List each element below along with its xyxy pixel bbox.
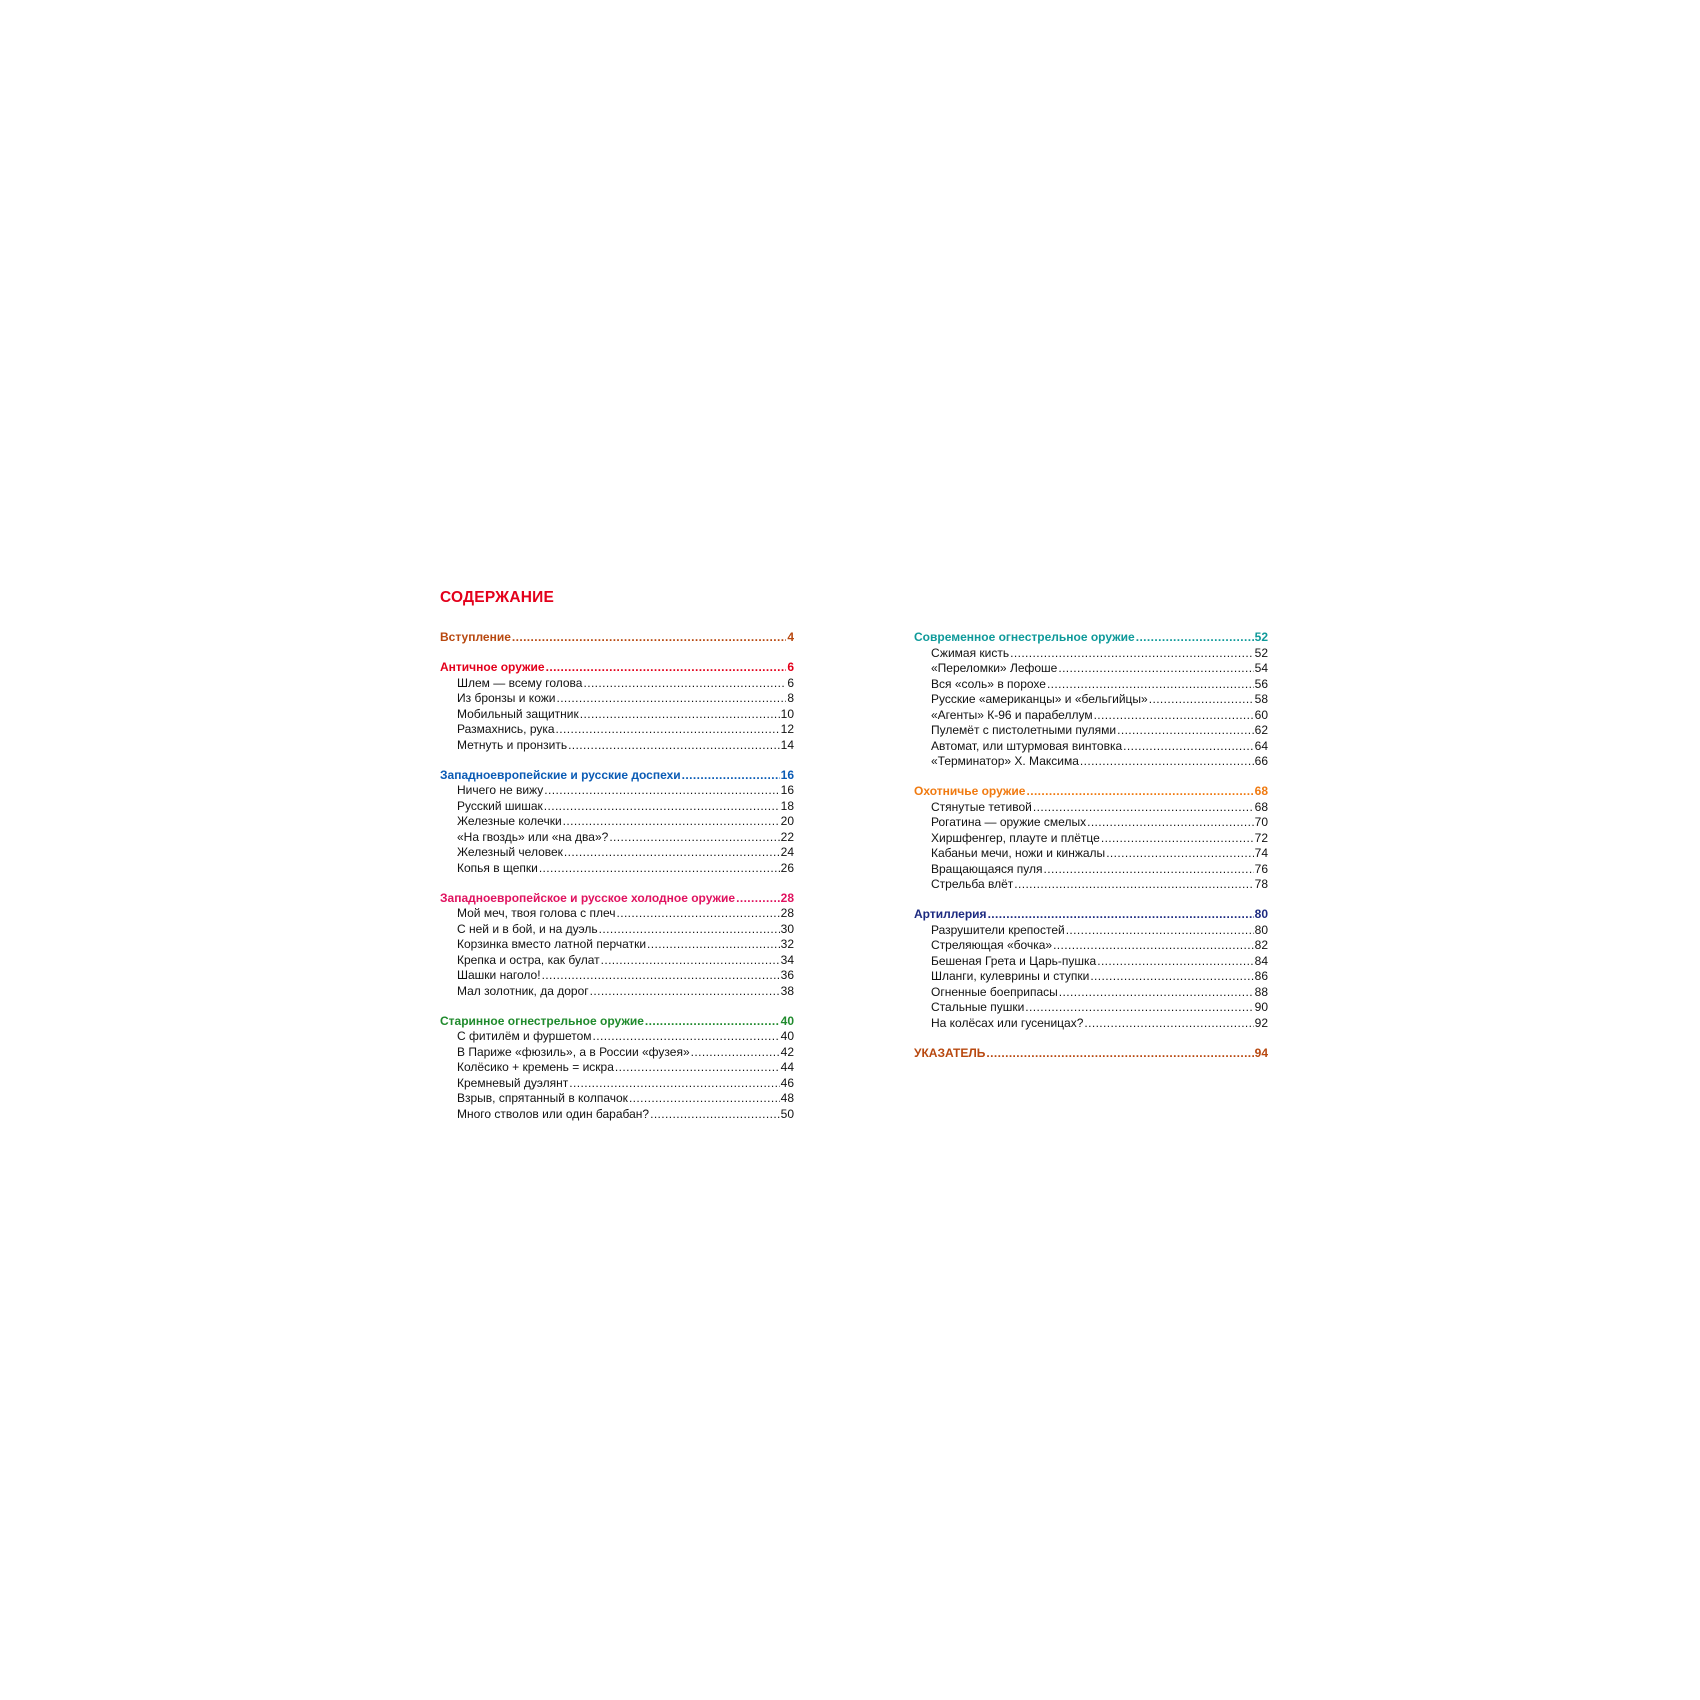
dot-leader	[645, 1014, 780, 1030]
toc-entry-text: Автомат, или штурмовая винтовка	[931, 738, 1123, 753]
dot-leader	[599, 922, 780, 938]
dot-leader	[1059, 985, 1254, 1001]
toc-section	[440, 891, 794, 1000]
toc-entry[interactable]	[914, 846, 1268, 862]
dot-leader	[544, 799, 780, 815]
toc-entry-text: Мой меч, твоя голова с плеч	[457, 906, 616, 920]
toc-entry[interactable]	[914, 815, 1268, 831]
toc-entry-text: Мобильный защитник	[457, 706, 579, 721]
dot-leader	[616, 906, 779, 922]
toc-section-heading-text: Старинное огнестрельное оружие	[440, 1013, 644, 1028]
toc-entry-text: Сжимая кисть	[931, 645, 1010, 660]
toc-section-heading-page-number: 4	[787, 630, 794, 644]
toc-entry[interactable]	[440, 676, 794, 692]
toc-entry[interactable]	[914, 754, 1268, 770]
toc-entry[interactable]	[914, 831, 1268, 847]
dot-leader	[1117, 723, 1254, 739]
toc-entry-text: Бешеная Грета и Царь-пушка	[931, 953, 1097, 968]
dot-leader	[650, 1107, 780, 1123]
dot-leader	[1094, 708, 1254, 724]
toc-entry[interactable]	[440, 845, 794, 861]
dot-leader	[1066, 923, 1254, 939]
dot-leader	[1010, 646, 1254, 662]
toc-entry[interactable]	[440, 814, 794, 830]
toc-entry[interactable]	[914, 954, 1268, 970]
dot-leader	[1026, 784, 1253, 800]
dot-leader	[1084, 1016, 1253, 1032]
toc-entry-text: Железный человек	[457, 845, 563, 859]
toc-entry-text: Стреляющая «бочка»	[931, 938, 1053, 952]
toc-section	[440, 660, 794, 753]
toc-column-left	[440, 630, 794, 1137]
toc-entry-page-number: 18	[780, 798, 794, 813]
toc-entry-text: Стрельба влёт	[931, 877, 1014, 891]
dot-leader	[986, 1046, 1253, 1062]
toc-entry[interactable]	[440, 691, 794, 707]
toc-section-heading-text: Античное оружие	[440, 660, 545, 674]
toc-entry-page-number: 70	[1254, 815, 1268, 829]
toc-entry-text: Много стволов или один барабан?	[457, 1106, 650, 1121]
toc-entry-text: Кабаньи мечи, ножи и кинжалы	[931, 846, 1106, 860]
toc-section-heading-page-number: 68	[1254, 784, 1268, 798]
toc-entry[interactable]	[440, 799, 794, 815]
toc-section-heading[interactable]	[440, 768, 794, 784]
toc-section-heading-text: Западноевропейское и русское холодное оружие	[440, 890, 736, 905]
toc-section-heading[interactable]	[914, 630, 1268, 646]
dot-leader	[647, 937, 780, 953]
toc-entry[interactable]	[914, 646, 1268, 662]
toc-entry-page-number: 20	[780, 814, 794, 828]
dot-leader	[546, 660, 787, 676]
toc-entry-text: Вращающаяся пуля	[931, 861, 1043, 876]
toc-entry-page-number: 90	[1254, 1000, 1268, 1014]
dot-leader	[1123, 739, 1253, 755]
dot-leader	[1106, 846, 1253, 862]
dot-leader	[544, 783, 779, 799]
toc-entry-text: Железные колечки	[457, 814, 562, 828]
toc-section	[440, 630, 794, 646]
toc-section-heading-text: Охотничье оружие	[914, 784, 1026, 798]
toc-section	[914, 1046, 1268, 1062]
dot-leader	[1090, 969, 1253, 985]
toc-section-heading[interactable]	[440, 630, 794, 646]
toc-entry-page-number: 88	[1254, 984, 1268, 999]
toc-entry-text: Пулемёт с пистолетными пулями	[931, 723, 1117, 737]
toc-section	[440, 768, 794, 877]
toc-entry[interactable]	[440, 861, 794, 877]
toc-entry-page-number: 68	[1254, 799, 1268, 814]
dot-leader	[568, 738, 780, 754]
toc-entry-text: Разрушители крепостей	[931, 922, 1065, 937]
dot-leader	[580, 707, 780, 723]
toc-section-heading[interactable]	[914, 1046, 1268, 1062]
toc-entry-text: Вся «соль» в порохе	[931, 676, 1046, 691]
dot-leader	[691, 1045, 780, 1061]
toc-section-heading[interactable]	[440, 1014, 794, 1030]
toc-entry-text: С фитилём и фуршетом	[457, 1029, 592, 1043]
toc-entry-page-number: 40	[780, 1029, 794, 1043]
toc-entry-text: Ничего не вижу	[457, 783, 544, 797]
toc-section-heading-text: Западноевропейские и русские доспехи	[440, 767, 681, 782]
toc-entry-text: Размахнись, рука	[457, 722, 555, 736]
toc-section-heading[interactable]	[440, 891, 794, 907]
toc-entry-text: «На гвоздь» или «на два»?	[457, 829, 609, 844]
toc-entry-page-number: 74	[1254, 846, 1268, 860]
toc-entry-text: В Париже «фюзиль», а в России «фузея»	[457, 1044, 690, 1059]
dot-leader	[564, 845, 780, 861]
dot-leader	[601, 953, 780, 969]
toc-section-heading-page-number: 28	[780, 890, 794, 905]
toc-section	[914, 907, 1268, 1031]
toc-entry-text: Хиршфенгер, плауте и плётце	[931, 830, 1100, 845]
toc-column-right	[914, 630, 1268, 1076]
toc-entry-page-number: 58	[1254, 692, 1268, 706]
toc-section	[914, 784, 1268, 893]
toc-section-heading-page-number: 6	[787, 660, 794, 674]
toc-section-heading-page-number: 16	[780, 767, 794, 782]
toc-section	[440, 1014, 794, 1123]
toc-entry-page-number: 32	[780, 937, 794, 951]
toc-entry-page-number: 56	[1254, 676, 1268, 691]
toc-entry-text: Огненные боеприпасы	[931, 984, 1058, 999]
dot-leader	[593, 1029, 780, 1045]
dot-leader	[736, 891, 780, 907]
toc-entry-page-number: 62	[1254, 723, 1268, 737]
toc-entry[interactable]	[914, 739, 1268, 755]
toc-section-heading-text: Артиллерия	[914, 907, 987, 921]
toc-entry[interactable]	[914, 677, 1268, 693]
toc-entry-page-number: 8	[787, 691, 794, 705]
toc-entry[interactable]	[440, 1076, 794, 1092]
dot-leader	[563, 814, 780, 830]
page-title: СОДЕРЖАНИЕ	[440, 589, 555, 606]
toc-entry[interactable]	[440, 707, 794, 723]
toc-entry[interactable]	[440, 937, 794, 953]
toc-entry-text: Рогатина — оружие смелых	[931, 815, 1087, 829]
toc-section-heading-text: УКАЗАТЕЛЬ	[914, 1045, 986, 1060]
toc-entry-text: Русские «американцы» и «бельгийцы»	[931, 692, 1148, 706]
dot-leader	[1101, 831, 1254, 847]
toc-entry-page-number: 50	[780, 1106, 794, 1121]
dot-leader	[556, 691, 786, 707]
toc-entry-text: Шлем — всему голова	[457, 675, 583, 690]
toc-entry-page-number: 30	[780, 921, 794, 936]
toc-entry[interactable]	[914, 692, 1268, 708]
dot-leader	[542, 968, 780, 984]
toc-entry[interactable]	[440, 722, 794, 738]
toc-entry-text: Взрыв, спрятанный в колпачок	[457, 1091, 628, 1105]
toc-entry[interactable]	[440, 984, 794, 1000]
toc-entry-page-number: 6	[787, 675, 794, 690]
toc-entry[interactable]	[914, 877, 1268, 893]
dot-leader	[1033, 800, 1254, 816]
toc-entry[interactable]	[914, 969, 1268, 985]
toc-entry-page-number: 64	[1254, 738, 1268, 753]
dot-leader	[590, 984, 780, 1000]
toc-entry-page-number: 76	[1254, 861, 1268, 876]
toc-entry-page-number: 24	[780, 845, 794, 859]
toc-entry-text: Русский шишак	[457, 798, 543, 813]
toc-entry-page-number: 80	[1254, 922, 1268, 937]
toc-entry[interactable]	[440, 830, 794, 846]
toc-entry[interactable]	[914, 923, 1268, 939]
toc-entry[interactable]	[914, 800, 1268, 816]
toc-entry-page-number: 42	[780, 1044, 794, 1059]
dot-leader	[569, 1076, 779, 1092]
toc-entry[interactable]	[440, 968, 794, 984]
toc-entry-page-number: 84	[1254, 953, 1268, 968]
toc-entry[interactable]	[440, 922, 794, 938]
toc-entry[interactable]	[440, 953, 794, 969]
dot-leader	[615, 1060, 780, 1076]
toc-entry-page-number: 26	[780, 860, 794, 875]
dot-leader	[556, 722, 780, 738]
toc-entry-page-number: 66	[1254, 754, 1268, 768]
toc-entry-text: Мал золотник, да дорог	[457, 983, 589, 998]
toc-entry[interactable]	[914, 1000, 1268, 1016]
toc-entry[interactable]	[440, 1060, 794, 1076]
toc-section	[914, 630, 1268, 770]
dot-leader	[1087, 815, 1254, 831]
toc-entry-page-number: 34	[780, 952, 794, 967]
toc-section-heading[interactable]	[440, 660, 794, 676]
dot-leader	[539, 861, 780, 877]
toc-entry-page-number: 72	[1254, 830, 1268, 845]
toc-entry-text: Кремневый дуэлянт	[457, 1075, 569, 1090]
toc-entry-text: «Терминатор» Х. Максима	[931, 754, 1079, 768]
toc-entry[interactable]	[440, 1045, 794, 1061]
toc-section-heading-text: Современное огнестрельное оружие	[914, 630, 1135, 644]
toc-section-heading-page-number: 94	[1254, 1045, 1268, 1060]
toc-entry-page-number: 60	[1254, 707, 1268, 722]
dot-leader	[1080, 754, 1254, 770]
toc-entry[interactable]	[914, 938, 1268, 954]
toc-entry-page-number: 36	[780, 968, 794, 982]
toc-entry[interactable]	[440, 906, 794, 922]
dot-leader	[1044, 862, 1254, 878]
toc-entry-text: Крепка и остра, как булат	[457, 952, 600, 967]
toc-entry-text: На колёсах или гусеницах?	[931, 1015, 1084, 1030]
toc-entry-page-number: 46	[780, 1075, 794, 1090]
toc-entry-text: «Агенты» К-96 и парабеллум	[931, 707, 1093, 722]
toc-entry-page-number: 38	[780, 983, 794, 998]
dot-leader	[1149, 692, 1254, 708]
toc-entry-page-number: 48	[780, 1091, 794, 1105]
toc-entry[interactable]	[914, 862, 1268, 878]
dot-leader	[1058, 661, 1253, 677]
toc-entry-page-number: 82	[1254, 938, 1268, 952]
dot-leader	[609, 830, 779, 846]
toc-entry-page-number: 52	[1254, 645, 1268, 660]
toc-entry-page-number: 16	[780, 783, 794, 797]
toc-entry-page-number: 12	[780, 722, 794, 736]
dot-leader	[1097, 954, 1253, 970]
toc-entry-text: Стянутые тетивой	[931, 799, 1032, 814]
toc-section-heading-page-number: 52	[1254, 630, 1268, 644]
toc-entry[interactable]	[440, 738, 794, 754]
toc-entry-text: Копья в щепки	[457, 860, 538, 875]
toc-entry-page-number: 28	[780, 906, 794, 920]
dot-leader	[583, 676, 786, 692]
toc-section-heading[interactable]	[914, 784, 1268, 800]
toc-entry-page-number: 14	[780, 737, 794, 752]
dot-leader	[1053, 938, 1254, 954]
toc-entry-page-number: 44	[780, 1060, 794, 1074]
toc-entry-text: Стальные пушки	[931, 1000, 1025, 1014]
toc-entry-page-number: 10	[780, 706, 794, 721]
toc-section-heading-page-number: 80	[1254, 907, 1268, 921]
toc-entry-page-number: 92	[1254, 1015, 1268, 1030]
toc-entry-text: Колёсико + кремень = искра	[457, 1060, 614, 1074]
toc-entry-text: Шашки наголо!	[457, 968, 541, 982]
toc-section-heading-page-number: 40	[780, 1013, 794, 1028]
dot-leader	[1047, 677, 1254, 693]
toc-entry-text: С ней и в бой, и на дуэль	[457, 921, 598, 936]
toc-entry[interactable]	[914, 985, 1268, 1001]
toc-entry-text: Шланги, кулеврины и ступки	[931, 969, 1090, 983]
dot-leader	[512, 630, 786, 646]
toc-entry[interactable]	[440, 1091, 794, 1107]
toc-entry-text: Из бронзы и кожи	[457, 691, 556, 705]
dot-leader	[1014, 877, 1253, 893]
toc-section-heading-text: Вступление	[440, 630, 511, 644]
toc-entry-page-number: 22	[780, 829, 794, 844]
toc-section-heading[interactable]	[914, 907, 1268, 923]
toc-entry[interactable]	[440, 1107, 794, 1123]
dot-leader	[988, 907, 1254, 923]
toc-entry[interactable]	[440, 783, 794, 799]
dot-leader	[1025, 1000, 1253, 1016]
dot-leader	[629, 1091, 780, 1107]
toc-entry-page-number: 78	[1254, 877, 1268, 891]
toc-entry[interactable]	[914, 708, 1268, 724]
toc-entry[interactable]	[440, 1029, 794, 1045]
toc-entry-text: Метнуть и пронзить	[457, 737, 568, 752]
toc-entry[interactable]	[914, 1016, 1268, 1032]
dot-leader	[1136, 630, 1254, 646]
toc-entry[interactable]	[914, 723, 1268, 739]
toc-entry-text: Корзинка вместо латной перчатки	[457, 937, 647, 951]
dot-leader	[682, 768, 780, 784]
toc-entry-page-number: 86	[1254, 969, 1268, 983]
toc-entry-page-number: 54	[1254, 661, 1268, 675]
toc-entry-text: «Переломки» Лефоше	[931, 661, 1058, 675]
toc-entry[interactable]	[914, 661, 1268, 677]
